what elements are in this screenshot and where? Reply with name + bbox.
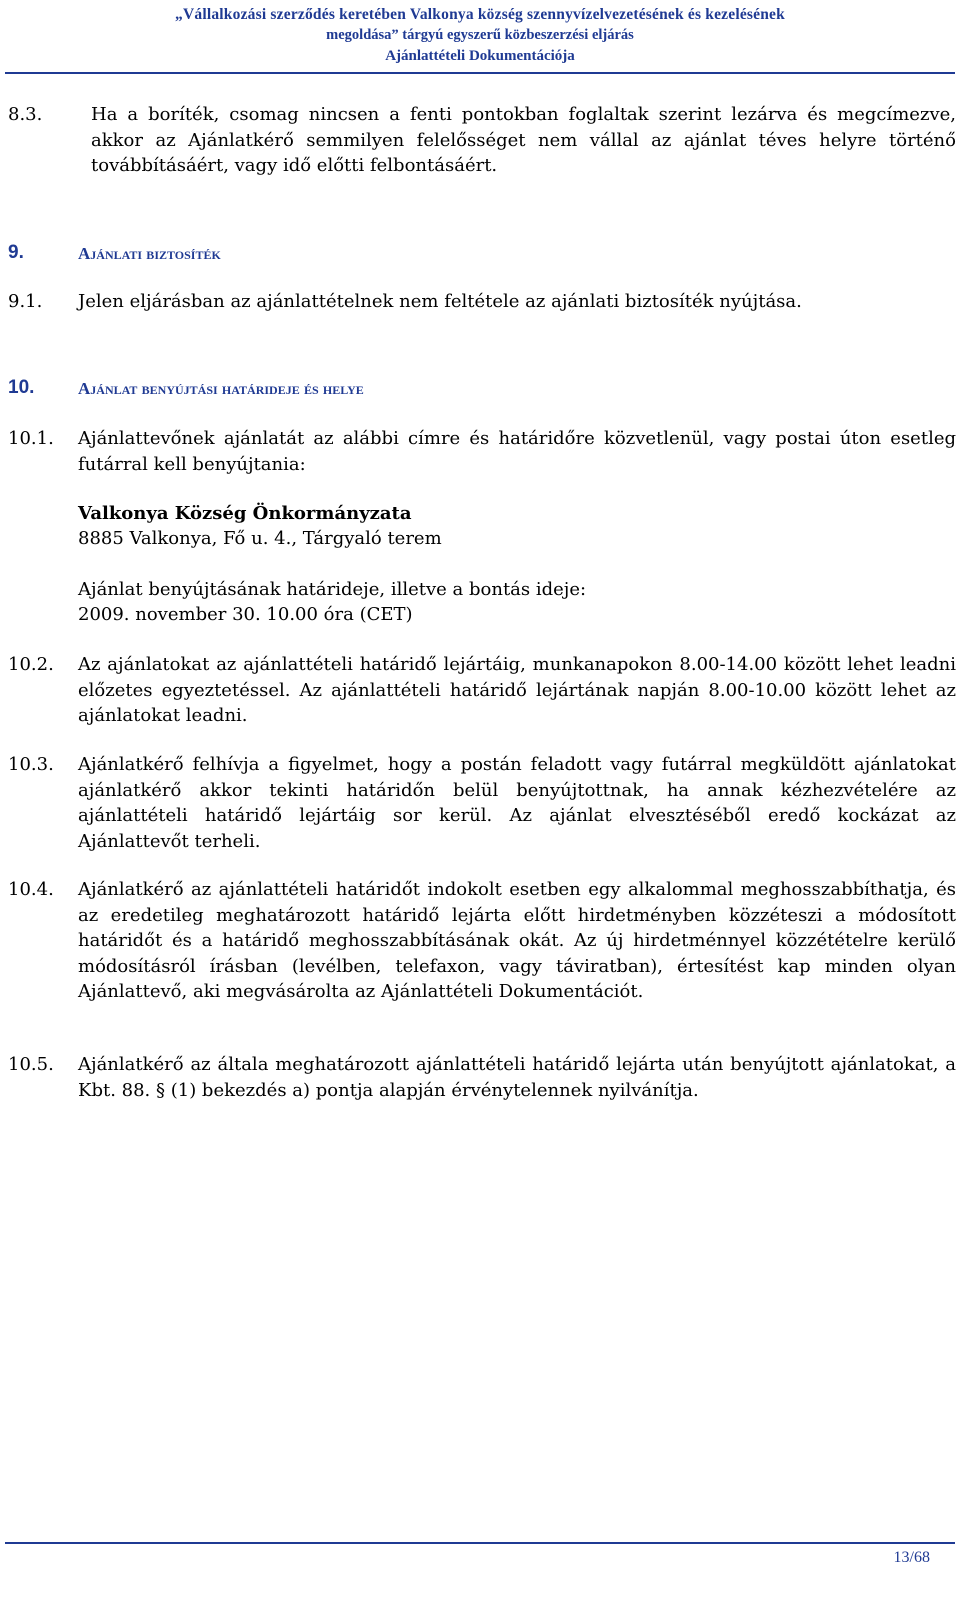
heading-number: 10. [8, 377, 35, 398]
section-number: 10.5. [8, 1054, 54, 1075]
section-number: 9.1. [8, 291, 43, 312]
header-divider [5, 72, 955, 74]
header-title-line-1: „Vállalkozási szerződés keretében Valkonya község szennyvízelvezetésének és kezelésének [175, 6, 785, 23]
header-title-line-2: megoldása” tárgyú egyszerű közbeszerzési eljárás [326, 27, 634, 43]
section-number: 8.3. [8, 104, 43, 125]
paragraph: Jelen eljárásban az ajánlattételnek nem feltétele az ajánlati biztosíték nyújtása. [78, 291, 802, 312]
paragraph: Ha a boríték, csomag nincsen a fenti pontokban foglaltak szerint lezárva és megcímezve, akkor az Ajánlatkérő semmilyen felelősséget nem vállal az ajánlat téves helyre történő továbbításáért, vagy idő előtti felbontásáért. [91, 104, 956, 176]
heading-number: 9. [8, 242, 24, 263]
deadline-label: Ajánlat benyújtásának határideje, illetve a bontás ideje: [78, 579, 587, 600]
paragraph: Ajánlatkérő az ajánlattételi határidőt indokolt esetben egy alkalommal meghosszabbíthatja, és az eredetileg meghatározott határidő lejárta előtt hirdetményben közzéteszi a módosított határidőt és a határidő meghosszabbításának okát. Az új hirdetménnyel közzétételre kerülő módosításról írásban (levélben, telefaxon, vagy táviratban), értesítést kap minden olyan Ajánlattevő, aki megvásárolta az Ajánlattételi Dokumentációt. [78, 879, 956, 1002]
page-number: 13/68 [893, 1549, 930, 1566]
paragraph: Ajánlatkérő az általa meghatározott ajánlattételi határidő lejárta után benyújtott ajánlatokat, a Kbt. 88. § (1) bekezdés a) pontja alapján érvénytelennek nyilvánítja. [78, 1054, 956, 1101]
deadline-value: 2009. november 30. 10.00 óra (CET) [78, 604, 413, 625]
address: 8885 Valkonya, Fő u. 4., Tárgyaló terem [78, 528, 442, 549]
section-number: 10.2. [8, 654, 54, 675]
section-heading: Ajánlat benyújtási határideje és helye [78, 379, 364, 398]
paragraph: Ajánlattevőnek ajánlatát az alábbi címre és határidőre közvetlenül, vagy postai úton esetleg futárral kell benyújtania: [78, 428, 956, 475]
section-number: 10.4. [8, 879, 54, 900]
section-number: 10.3. [8, 754, 54, 775]
header-title-line-3: Ajánlattételi Dokumentációja [385, 48, 575, 64]
section-heading: Ajánlati biztosíték [78, 244, 221, 263]
organization-name: Valkonya Község Önkormányzata [78, 503, 412, 524]
paragraph: Ajánlatkérő felhívja a figyelmet, hogy a postán feladott vagy futárral megküldött ajánlatokat ajánlatkérő akkor tekinti határidőn belül benyújtottnak, ha annak kézhezvételére az ajánlattételi határidő lejártáig sor kerül. Az ajánlat elvesztéséből eredő kockázat az Ajánlattevőt terheli. [78, 754, 956, 852]
paragraph: Az ajánlatokat az ajánlattételi határidő lejártáig, munkanapokon 8.00-14.00 között lehet leadni előzetes egyeztetéssel. Az ajánlattételi határidő lejártának napján 8.00-10.00 között lehet az ajánlatokat leadni. [78, 654, 956, 726]
section-number: 10.1. [8, 428, 54, 449]
footer-divider [5, 1542, 955, 1544]
